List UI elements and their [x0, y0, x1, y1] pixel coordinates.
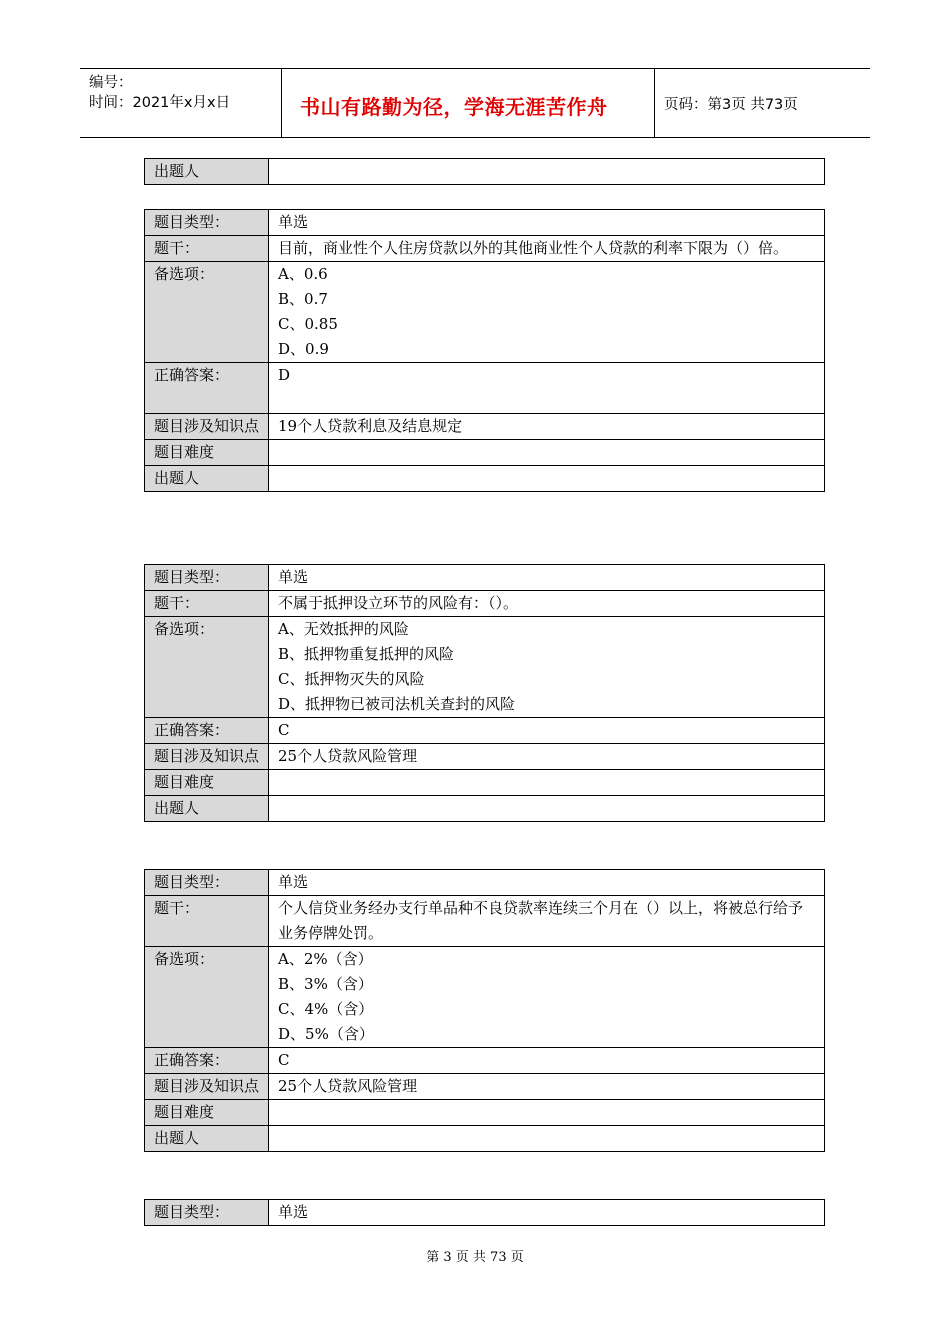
header-meta [80, 69, 280, 137]
page-footer: 第 3 页 共 73 页 [426, 1250, 524, 1265]
difficulty-value [269, 770, 825, 796]
knowledge-label: 题目涉及知识点 [145, 744, 269, 770]
row-knowledge [145, 1074, 825, 1100]
option-b: B、抵押物重复抵押的风险 [278, 645, 455, 663]
question-table-1 [144, 209, 825, 492]
header-page-info: 页码：第3页 共73页 [664, 97, 798, 113]
row-options [145, 262, 825, 363]
difficulty-label: 题目难度 [145, 770, 269, 796]
type-value: 单选 [269, 870, 825, 896]
row-author [145, 466, 825, 492]
author-label: 出题人 [145, 1126, 269, 1152]
stem-label: 题干： [145, 591, 269, 617]
header-motto: 书山有路勤为径，学海无涯苦作舟 [300, 95, 608, 119]
row-author [145, 796, 825, 822]
author-value [269, 466, 825, 492]
knowledge-value: 25个人贷款风险管理 [269, 1074, 825, 1100]
options-list [269, 947, 825, 1048]
options-label: 备选项： [145, 262, 269, 363]
answer-value: C [269, 1048, 825, 1074]
row-type [145, 565, 825, 591]
row-answer [145, 1048, 825, 1074]
answer-label: 正确答案： [145, 718, 269, 744]
options-list [269, 262, 825, 363]
question-table-4 [144, 1199, 825, 1226]
row-stem [145, 236, 825, 262]
option-c: C、0.85 [278, 315, 338, 333]
option-d: D、5%（含） [278, 1025, 374, 1043]
row-author [145, 1126, 825, 1152]
difficulty-label: 题目难度 [145, 1100, 269, 1126]
document-number-label: 编号： [89, 75, 133, 91]
knowledge-value: 25个人贷款风险管理 [269, 744, 825, 770]
option-a: A、0.6 [278, 265, 328, 283]
difficulty-label: 题目难度 [145, 440, 269, 466]
option-b: B、3%（含） [278, 975, 373, 993]
type-label: 题目类型： [145, 1200, 269, 1226]
type-value: 单选 [269, 565, 825, 591]
options-label: 备选项： [145, 617, 269, 718]
header-page-cell [654, 69, 870, 137]
author-label: 出题人 [145, 159, 269, 185]
option-a: A、2%（含） [278, 950, 373, 968]
answer-value: C [269, 718, 825, 744]
row-difficulty [145, 1100, 825, 1126]
row-type [145, 210, 825, 236]
knowledge-value: 19个人贷款利息及结息规定 [269, 414, 825, 440]
answer-label: 正确答案： [145, 1048, 269, 1074]
row-author [145, 159, 825, 185]
author-label: 出题人 [145, 796, 269, 822]
row-type [145, 870, 825, 896]
stem-label: 题干： [145, 236, 269, 262]
row-answer [145, 718, 825, 744]
type-label: 题目类型： [145, 870, 269, 896]
stem-value: 不属于抵押设立环节的风险有：（）。 [269, 591, 825, 617]
row-answer [145, 363, 825, 414]
header-motto-cell [281, 69, 655, 137]
author-value [269, 1126, 825, 1152]
option-d: D、抵押物已被司法机关查封的风险 [278, 695, 516, 713]
stem-label: 题干： [145, 896, 269, 947]
difficulty-value [269, 440, 825, 466]
row-knowledge [145, 744, 825, 770]
question-table-fragment [144, 158, 825, 185]
row-stem [145, 591, 825, 617]
option-d: D、0.9 [278, 340, 329, 358]
answer-label: 正确答案： [145, 363, 269, 414]
row-options [145, 947, 825, 1048]
type-value: 单选 [269, 210, 825, 236]
author-label: 出题人 [145, 466, 269, 492]
option-c: C、4%（含） [278, 1000, 374, 1018]
question-table-3 [144, 869, 825, 1152]
option-b: B、0.7 [278, 290, 328, 308]
row-type [145, 1200, 825, 1226]
options-label: 备选项： [145, 947, 269, 1048]
type-value: 单选 [269, 1200, 825, 1226]
row-difficulty [145, 440, 825, 466]
row-options [145, 617, 825, 718]
option-c: C、抵押物灭失的风险 [278, 670, 425, 688]
row-difficulty [145, 770, 825, 796]
question-table-2 [144, 564, 825, 822]
knowledge-label: 题目涉及知识点 [145, 414, 269, 440]
answer-value: D [269, 363, 825, 414]
row-knowledge [145, 414, 825, 440]
author-value [269, 796, 825, 822]
option-a: A、无效抵押的风险 [278, 620, 409, 638]
document-date: 时间：2021年x月x日 [89, 95, 231, 111]
page-header [80, 68, 870, 138]
type-label: 题目类型： [145, 565, 269, 591]
options-list [269, 617, 825, 718]
author-value [269, 159, 825, 185]
difficulty-value [269, 1100, 825, 1126]
stem-value: 个人信贷业务经办支行单品种不良贷款率连续三个月在（）以上，将被总行给予业务停牌处罚。 [269, 896, 825, 947]
type-label: 题目类型： [145, 210, 269, 236]
knowledge-label: 题目涉及知识点 [145, 1074, 269, 1100]
stem-value: 目前，商业性个人住房贷款以外的其他商业性个人贷款的利率下限为（）倍。 [269, 236, 825, 262]
row-stem [145, 896, 825, 947]
